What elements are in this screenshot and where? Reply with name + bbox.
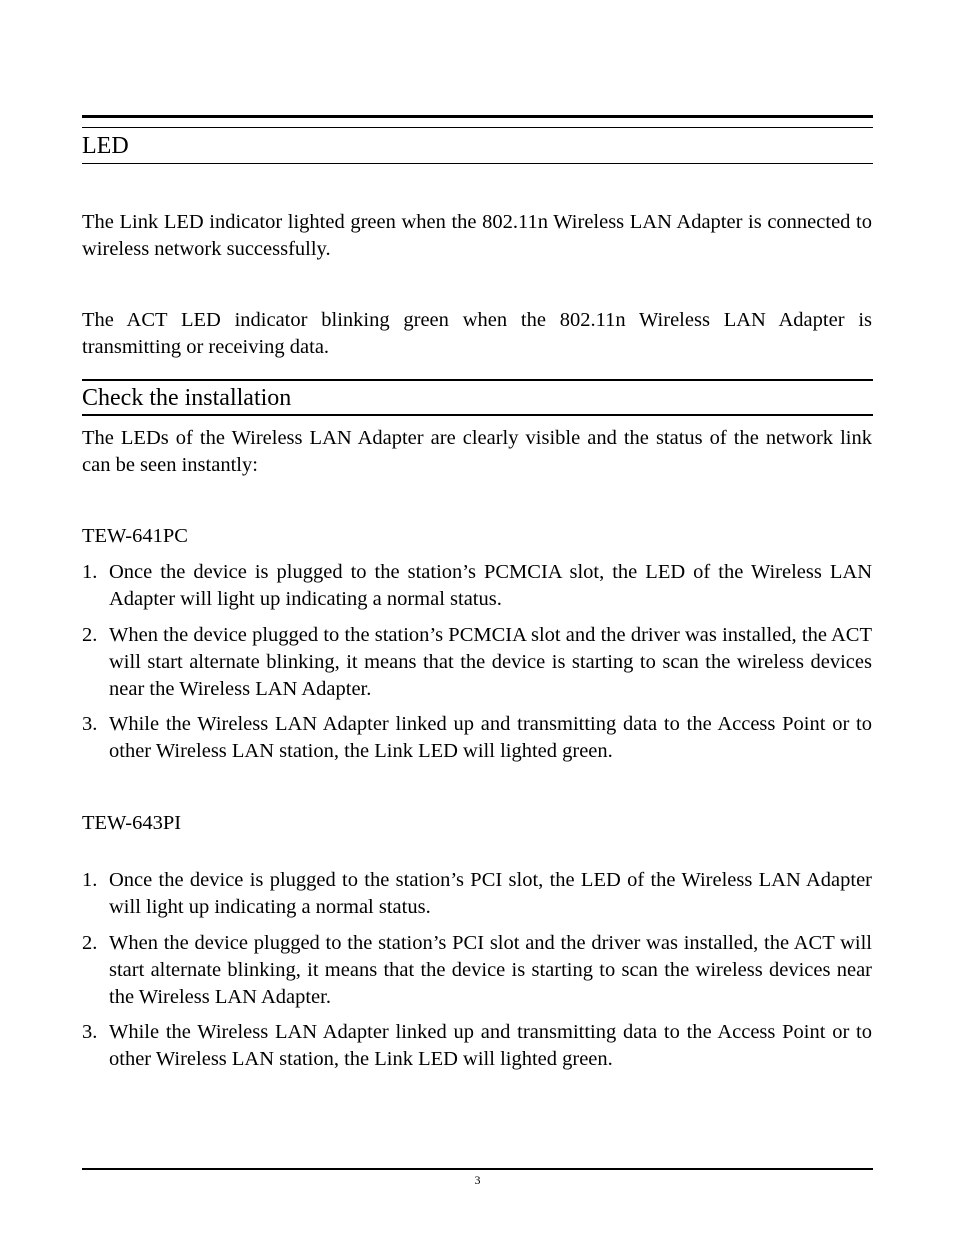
footer-rule (82, 1168, 873, 1170)
list-item-text: While the Wireless LAN Adapter linked up and transmitting data to the Access Point or to other Wireless LAN station, the Link LED will lighted green. (109, 713, 872, 762)
list-item-number: 3. (82, 713, 98, 735)
header-rule-thick (82, 115, 873, 118)
document-page (82, 0, 873, 1235)
section-heading-led: LED (82, 133, 129, 159)
list-item (82, 867, 872, 921)
list-item (82, 711, 872, 765)
list-item-number: 2. (82, 932, 98, 954)
list-item-number: 3. (82, 1021, 98, 1043)
list-item-number: 2. (82, 624, 98, 646)
model-label-tew-641pc: TEW-641PC (82, 525, 188, 547)
page-number: 3 (474, 1173, 481, 1187)
header-rule-thin (82, 127, 873, 128)
list-item-text: Once the device is plugged to the station’s PCI slot, the LED of the Wireless LAN Adapter will light up indicating a normal status. (109, 869, 872, 918)
list-item (82, 622, 872, 703)
list-item-text: Once the device is plugged to the station’s PCMCIA slot, the LED of the Wireless LAN Adapter will light up indicating a normal status. (109, 561, 872, 610)
act-led-paragraph: The ACT LED indicator blinking green when the 802.11n Wireless LAN Adapter is transmitting or receiving data. (82, 309, 872, 358)
list-item-text: When the device plugged to the station’s PCI slot and the driver was installed, the ACT will start alternate blinking, it means that the device is starting to scan the wireless devices near the Wireless LAN Adapter. (109, 932, 872, 1008)
list-item-text: While the Wireless LAN Adapter linked up and transmitting data to the Access Point or to other Wireless LAN station, the Link LED will lighted green. (109, 1021, 872, 1070)
link-led-paragraph: The Link LED indicator lighted green when the 802.11n Wireless LAN Adapter is connected to wireless network successfully. (82, 211, 872, 260)
section-heading-check-installation: Check the installation (82, 385, 292, 411)
heading-underline (82, 163, 873, 164)
list-item (82, 559, 872, 613)
list-item (82, 930, 872, 1011)
installation-intro-paragraph: The LEDs of the Wireless LAN Adapter are clearly visible and the status of the network link can be seen instantly: (82, 427, 872, 476)
section-rule-top (82, 379, 873, 381)
model-label-tew-643pi: TEW-643PI (82, 812, 182, 834)
list-item-number: 1. (82, 561, 98, 583)
list-item-number: 1. (82, 869, 98, 891)
list-item (82, 1019, 872, 1073)
list-item-text: When the device plugged to the station’s PCMCIA slot and the driver was installed, the ACT will start alternate blinking, it means that the device is starting to scan the wireless devices near the Wireless LAN Adapter. (109, 624, 872, 700)
section-rule-bottom (82, 414, 873, 416)
